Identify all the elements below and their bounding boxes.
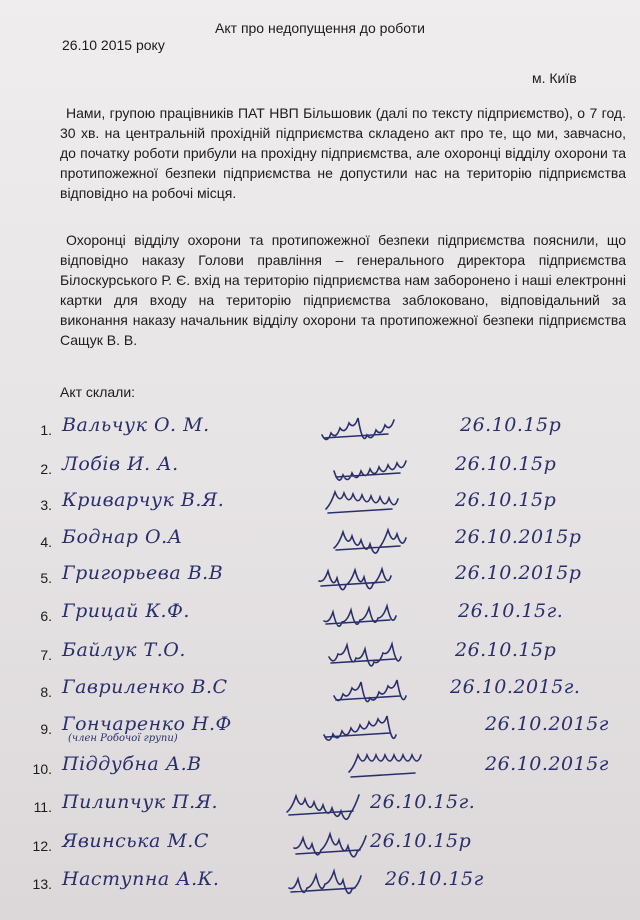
signatory-date: 26.10.2015г <box>485 713 609 735</box>
signatory-date: 26.10.15г <box>385 868 484 890</box>
signatory-name: Вальчук О. М. <box>62 414 210 436</box>
signatory-number: 12. <box>32 838 52 854</box>
signatory-number: 8. <box>40 684 52 700</box>
signatory-date: 26.10.15р <box>455 639 557 661</box>
signatory-date: 26.10.2015г <box>485 753 609 775</box>
signatory-note: (член Робочої групи) <box>68 733 178 744</box>
signatory-row <box>0 633 640 673</box>
signatory-name: Пилипчук П.Я. <box>62 791 219 813</box>
signatory-row <box>0 447 640 487</box>
signatory-name: Боднар О.А <box>62 526 183 548</box>
signatory-number: 10. <box>32 761 52 777</box>
signatory-date: 26.10.15р <box>455 489 557 511</box>
signatory-date: 26.10.15р <box>455 453 557 475</box>
signatory-name: Явинська М.С <box>62 830 209 852</box>
signatory-date: 26.10.15р <box>460 414 562 436</box>
handwritten-signature <box>325 633 415 673</box>
signatory-row <box>0 594 640 634</box>
signatory-name: Грицай К.Ф. <box>62 600 190 622</box>
handwritten-signature <box>330 447 420 487</box>
paragraph-1: Нами, групою працівників ПАТ НВП Більшовик (далі по тексту підприємство), о 7 год. 30 хв. на центральній прохідній підприємства складено акт про те, що ми, завчасно, до початку роботи прибули на прохідну підприємства, але охоронці відділу охорони та протипожежної безпеки підприємства не допустили нас на територію підприємства відповідно на робочі місця. <box>60 105 626 201</box>
signatory-date: 26.10.15г. <box>370 791 476 813</box>
signatory-row <box>0 670 640 710</box>
handwritten-signature <box>320 707 410 747</box>
signatory-row <box>0 747 640 787</box>
document-date: 26.10 2015 року <box>62 37 165 53</box>
handwritten-signature <box>345 747 435 787</box>
signatory-date: 26.10.15р <box>370 830 472 852</box>
handwritten-signature <box>322 483 412 523</box>
handwritten-signature <box>330 670 420 710</box>
signatory-name: Лобів И. А. <box>62 453 179 475</box>
composers-label: Акт склали: <box>60 384 136 400</box>
signatory-date: 26.10.2015р <box>455 526 582 548</box>
signatory-row <box>0 556 640 596</box>
signatory-number: 5. <box>40 570 52 586</box>
handwritten-signature <box>283 785 373 825</box>
signatory-name: Піддубна А.В <box>62 753 202 775</box>
signatory-row <box>0 785 640 825</box>
handwritten-signature <box>320 594 410 634</box>
signatory-date: 26.10.2015г. <box>450 676 581 698</box>
handwritten-signature <box>290 824 380 864</box>
signatory-row <box>0 483 640 523</box>
handwritten-signature <box>330 520 420 560</box>
signatory-number: 9. <box>40 721 52 737</box>
signatory-name: Григорьева В.В <box>62 562 224 584</box>
signatory-number: 6. <box>40 608 52 624</box>
signatory-number: 7. <box>40 647 52 663</box>
handwritten-signature <box>315 556 405 596</box>
handwritten-signature <box>285 862 375 902</box>
signatory-row <box>0 824 640 864</box>
paragraph-2: Охоронці відділу охорони та протипожежної безпеки підприємства пояснили, що відповідно наказу Голови правління – генерального директора підприємства Білоскурського Р. Є. вхід на територію підприємства нам заборонено і наші електронні картки для входу на територію підприємства заблоковано, відповідальний за виконання наказу начальник відділу охорони та протипожежної безпеки підприємства Сащук В. В. <box>60 232 626 348</box>
signatory-name: Байлук Т.О. <box>62 639 186 661</box>
signatory-number: 4. <box>40 534 52 550</box>
signatory-date: 26.10.2015р <box>455 562 582 584</box>
signatory-number: 13. <box>32 876 52 892</box>
signatory-row <box>0 862 640 902</box>
signatory-number: 3. <box>40 497 52 513</box>
signatory-date: 26.10.15г. <box>458 600 564 622</box>
document-title: Акт про недопущення до роботи <box>215 20 425 36</box>
signatory-number: 2. <box>40 461 52 477</box>
signatory-row <box>0 408 640 448</box>
signatory-name: Гончаренко Н.Ф <box>62 713 232 735</box>
signatory-row <box>0 520 640 560</box>
signatory-name: Гавриленко В.С <box>62 676 228 698</box>
signatory-number: 1. <box>40 422 52 438</box>
handwritten-signature <box>318 408 408 448</box>
document-city: м. Київ <box>532 70 577 86</box>
signatory-name: Наступна А.К. <box>62 868 220 890</box>
signatory-name: Криварчук В.Я. <box>62 489 225 511</box>
signatory-number: 11. <box>33 799 52 815</box>
signatory-row <box>0 707 640 747</box>
